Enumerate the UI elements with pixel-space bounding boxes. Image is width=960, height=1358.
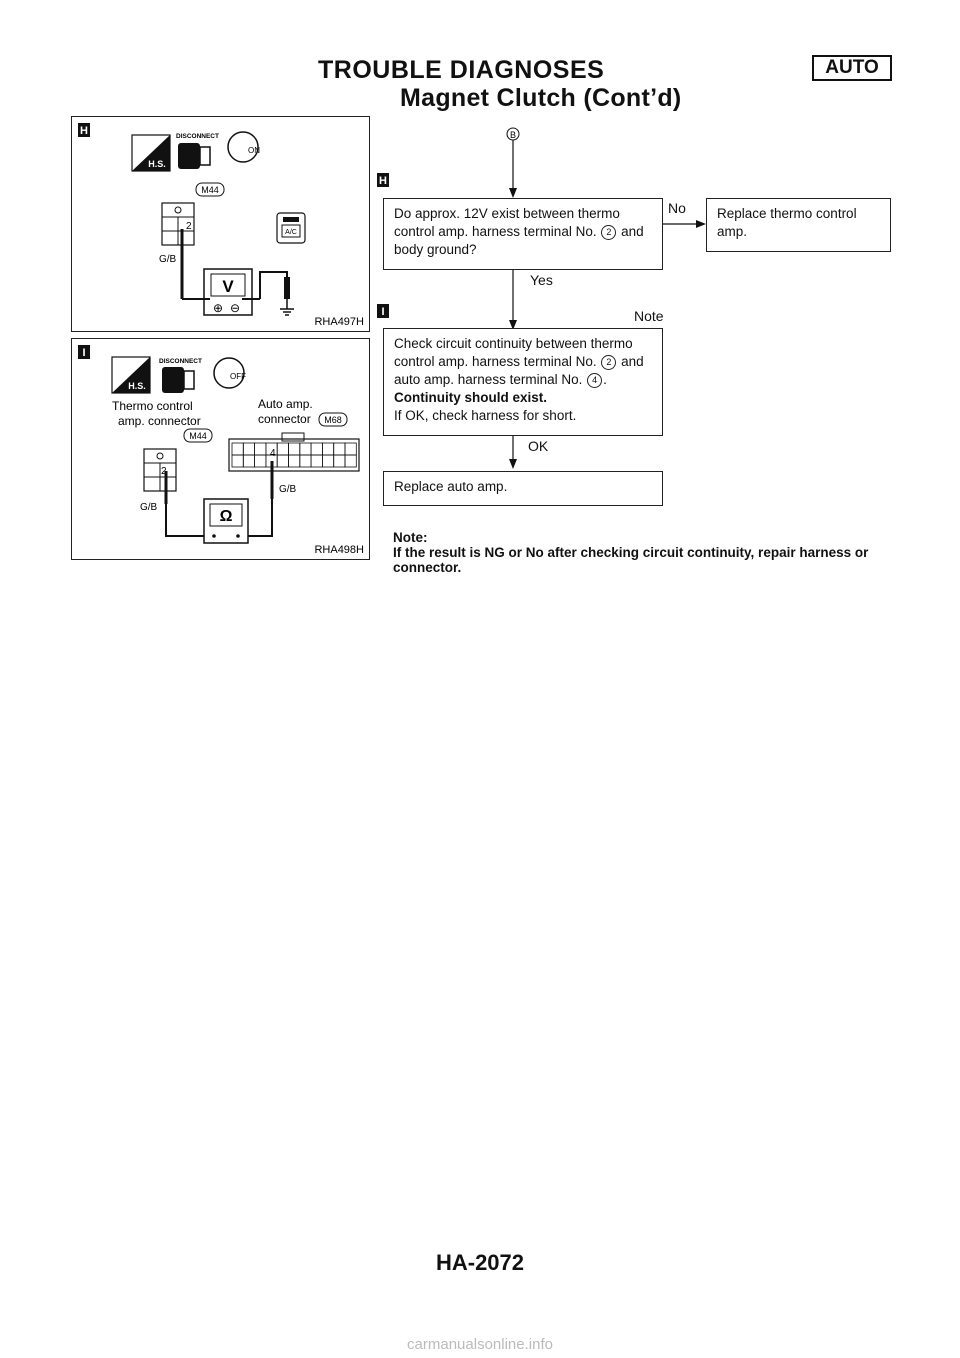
box1-line3: body ground? xyxy=(394,242,477,257)
box2-line4: Continuity should exist. xyxy=(394,390,548,405)
box3-line1: Replace auto amp. xyxy=(394,479,508,494)
connector-cavity xyxy=(255,455,266,467)
replace-auto-amp-box xyxy=(383,471,663,506)
note-title: Note: xyxy=(393,530,428,545)
terminal-badge: 4 xyxy=(587,373,602,388)
step-h-letter: H xyxy=(80,125,88,137)
thermo-connector-id: M44 xyxy=(189,431,207,441)
thermo-connector-label-1: Thermo control xyxy=(112,399,193,413)
step-i-letter: I xyxy=(381,306,385,318)
ac-label: A/C xyxy=(285,229,297,236)
auto-terminal: 4 xyxy=(270,448,276,459)
connector-cavity xyxy=(243,443,254,455)
connector-id: M44 xyxy=(201,185,219,195)
no-box-line2: amp. xyxy=(717,224,748,239)
connector-cavity xyxy=(289,455,300,467)
no-box-line1: Replace thermo control xyxy=(717,206,857,221)
meter-symbol: Ω xyxy=(219,508,233,525)
connector-cavity xyxy=(322,443,333,455)
page-number: HA-2072 xyxy=(435,1250,525,1275)
step-h-letter: H xyxy=(379,175,387,187)
diagram-continuity-check xyxy=(71,338,370,560)
terminal-badge: 2 xyxy=(601,355,616,370)
terminal-badge: 2 xyxy=(601,225,616,240)
watermark: carmanualsonline.info xyxy=(407,1336,553,1353)
hs-label: H.S. xyxy=(148,159,166,169)
auto-connector-label-2: connector xyxy=(258,412,311,426)
auto-connector-id: M68 xyxy=(324,415,342,425)
box1-line2: control amp. harness terminal No. 2 and xyxy=(394,224,644,239)
meter-symbol: V xyxy=(222,277,234,296)
auto-badge: AUTO xyxy=(812,55,892,81)
thermo-connector-label-2: amp. connector xyxy=(118,414,201,428)
plus-terminal: ⊕ xyxy=(213,301,224,315)
connector-cavity xyxy=(345,443,356,455)
note-text: If the result is NG or No after checking circuit continuity, repair harness or connector. xyxy=(393,545,869,575)
flow-arrow-no xyxy=(696,220,706,228)
step-h-question-box xyxy=(383,198,663,270)
connector-cavity xyxy=(232,455,243,467)
minus-terminal: ⊖ xyxy=(230,301,241,315)
box2-line5: If OK, check harness for short. xyxy=(394,408,577,423)
step-i-letter: I xyxy=(82,347,86,359)
box2-line1: Check circuit continuity between thermo xyxy=(394,336,633,351)
ground-probe xyxy=(284,277,290,299)
step-i-check-box xyxy=(383,328,663,436)
disconnect-icon xyxy=(178,143,200,169)
thermo-terminal: 2 xyxy=(161,466,167,477)
box2-line3: auto amp. harness terminal No. 4 . xyxy=(394,372,607,387)
connector-cavity xyxy=(311,443,322,455)
connector-cavity xyxy=(255,443,266,455)
hs-label: H.S. xyxy=(128,381,146,391)
key-label: OFF xyxy=(230,372,246,381)
figure-id: RHA497H xyxy=(314,316,364,328)
continuity-check-illustration xyxy=(72,339,369,559)
note-block xyxy=(393,530,893,575)
yes-branch-label: Yes xyxy=(530,272,553,288)
disconnect-icon xyxy=(162,367,184,393)
connector-cavity xyxy=(243,455,254,467)
wire-left: G/B xyxy=(140,502,158,513)
connector-cavity xyxy=(322,455,333,467)
connector-cavity xyxy=(277,443,288,455)
section-title: TROUBLE DIAGNOSES xyxy=(318,56,605,84)
wire-color: G/B xyxy=(159,254,177,265)
connector-cavity xyxy=(277,455,288,467)
box2-line2: control amp. harness terminal No. 2 and xyxy=(394,354,644,369)
connector-cavity xyxy=(300,443,311,455)
connector-cavity xyxy=(334,455,345,467)
connector-cavity xyxy=(311,455,322,467)
page-subtitle: Magnet Clutch (Cont’d) xyxy=(400,84,682,112)
flow-arrow-1 xyxy=(509,188,517,198)
figure-id: RHA498H xyxy=(314,544,364,556)
connector-cavity xyxy=(232,443,243,455)
note-reference-label: Note xyxy=(634,308,664,324)
flow-arrow-3 xyxy=(509,459,517,469)
disconnect-label: DISCONNECT xyxy=(176,133,219,140)
diagram-voltage-check xyxy=(71,116,370,332)
auto-connector-label-1: Auto amp. xyxy=(258,397,313,411)
entry-label: B xyxy=(509,130,517,140)
ok-branch-label: OK xyxy=(528,438,549,454)
box1-line1: Do approx. 12V exist between thermo xyxy=(394,206,620,221)
voltage-check-illustration xyxy=(72,117,369,331)
disconnect-label: DISCONNECT xyxy=(159,358,202,365)
replace-thermo-amp-box xyxy=(706,198,891,252)
connector-cavity xyxy=(345,455,356,467)
terminal-number: 2 xyxy=(186,221,192,232)
connector-cavity xyxy=(334,443,345,455)
connector-cavity xyxy=(289,443,300,455)
no-branch-label: No xyxy=(668,200,686,216)
wire-right: G/B xyxy=(279,484,297,495)
key-label: ON xyxy=(248,146,260,155)
connector-cavity xyxy=(300,455,311,467)
